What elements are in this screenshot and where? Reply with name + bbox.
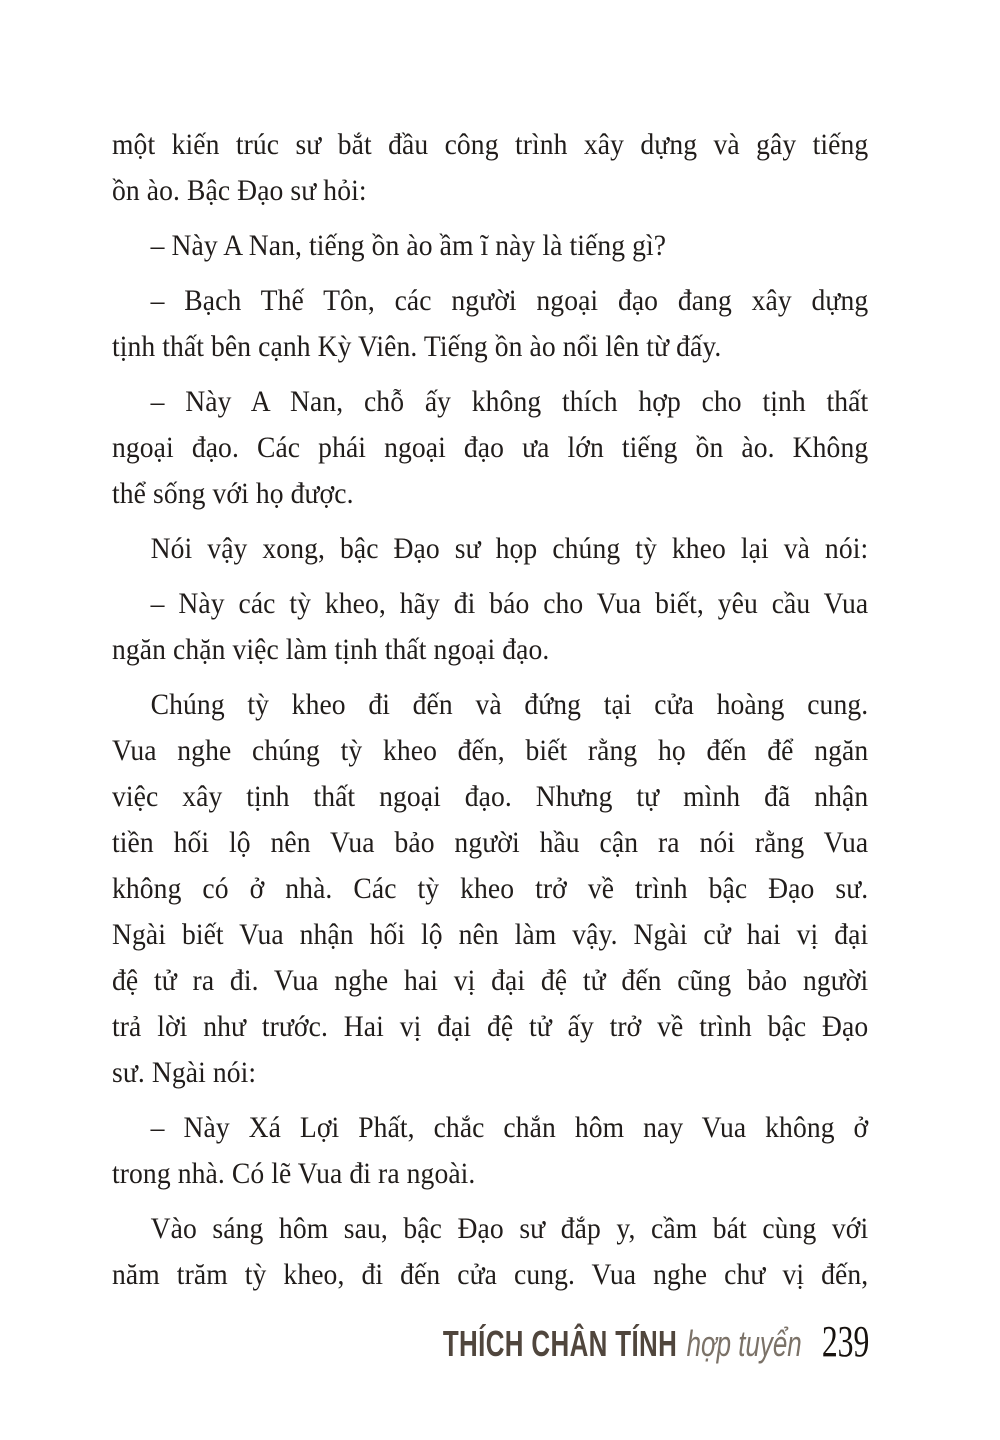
page-footer bbox=[443, 1316, 869, 1367]
text-line: Vào sáng hôm sau, bậc Đạo sư đắp y, cầm bát cùng với bbox=[150, 1212, 869, 1245]
text-line: Nói vậy xong, bậc Đạo sư họp chúng tỳ kheo lại và nói: bbox=[150, 532, 869, 565]
body-text bbox=[112, 122, 868, 1307]
text-line: – Này A Nan, chỗ ấy không thích hợp cho tịnh thất bbox=[150, 385, 869, 418]
text-line: một kiến trúc sư bắt đầu công trình xây dựng và gây tiếng bbox=[112, 128, 869, 161]
text-line: ngăn chặn việc làm tịnh thất ngoại đạo. bbox=[112, 633, 550, 666]
text-line: – Này A Nan, tiếng ồn ào ầm ĩ này là tiếng gì? bbox=[150, 229, 667, 262]
text-line: ngoại đạo. Các phái ngoại đạo ưa lớn tiếng ồn ào. Không bbox=[112, 431, 869, 464]
running-footer-subtitle: hợp tuyển bbox=[686, 1323, 802, 1364]
text-line: Ngài biết Vua nhận hối lộ nên làm vậy. Ngài cử hai vị đại bbox=[112, 918, 869, 951]
paragraph bbox=[112, 379, 868, 517]
text-line: – Này các tỳ kheo, hãy đi báo cho Vua biết, yêu cầu Vua bbox=[150, 587, 869, 620]
paragraph bbox=[112, 1105, 868, 1197]
paragraph bbox=[112, 278, 868, 370]
text-line: Chúng tỳ kheo đi đến và đứng tại cửa hoàng cung. bbox=[150, 688, 869, 721]
text-line: việc xây tịnh thất ngoại đạo. Nhưng tự mình đã nhận bbox=[112, 780, 869, 813]
text-line: trả lời như trước. Hai vị đại đệ tử ấy trở về trình bậc Đạo bbox=[112, 1010, 869, 1043]
text-line: sư. Ngài nói: bbox=[112, 1056, 257, 1089]
page-number: 239 bbox=[821, 1317, 869, 1366]
running-footer-author: THÍCH CHÂN TÍNH bbox=[442, 1323, 677, 1364]
paragraph bbox=[112, 682, 868, 1096]
paragraph bbox=[112, 122, 868, 214]
paragraph bbox=[112, 223, 868, 269]
text-line: tịnh thất bên cạnh Kỳ Viên. Tiếng ồn ào nổi lên từ đấy. bbox=[112, 330, 722, 363]
paragraph bbox=[112, 1206, 868, 1298]
text-line: năm trăm tỳ kheo, đi đến cửa cung. Vua nghe chư vị đến, bbox=[112, 1258, 869, 1291]
paragraph bbox=[112, 526, 868, 572]
text-line: thể sống với họ được. bbox=[112, 477, 354, 510]
text-line: – Này Xá Lợi Phất, chắc chắn hôm nay Vua không ở bbox=[150, 1111, 869, 1144]
text-line: không có ở nhà. Các tỳ kheo trở về trình bậc Đạo sư. bbox=[112, 872, 869, 905]
paragraph bbox=[112, 581, 868, 673]
text-line: ồn ào. Bậc Đạo sư hỏi: bbox=[112, 174, 367, 207]
text-line: – Bạch Thế Tôn, các người ngoại đạo đang xây dựng bbox=[150, 284, 869, 317]
text-line: tiền hối lộ nên Vua bảo người hầu cận ra nói rằng Vua bbox=[112, 826, 869, 859]
text-line: Vua nghe chúng tỳ kheo đến, biết rằng họ đến để ngăn bbox=[112, 734, 869, 767]
text-line: trong nhà. Có lẽ Vua đi ra ngoài. bbox=[112, 1157, 476, 1190]
text-line: đệ tử ra đi. Vua nghe hai vị đại đệ tử đến cũng bảo người bbox=[112, 964, 869, 997]
